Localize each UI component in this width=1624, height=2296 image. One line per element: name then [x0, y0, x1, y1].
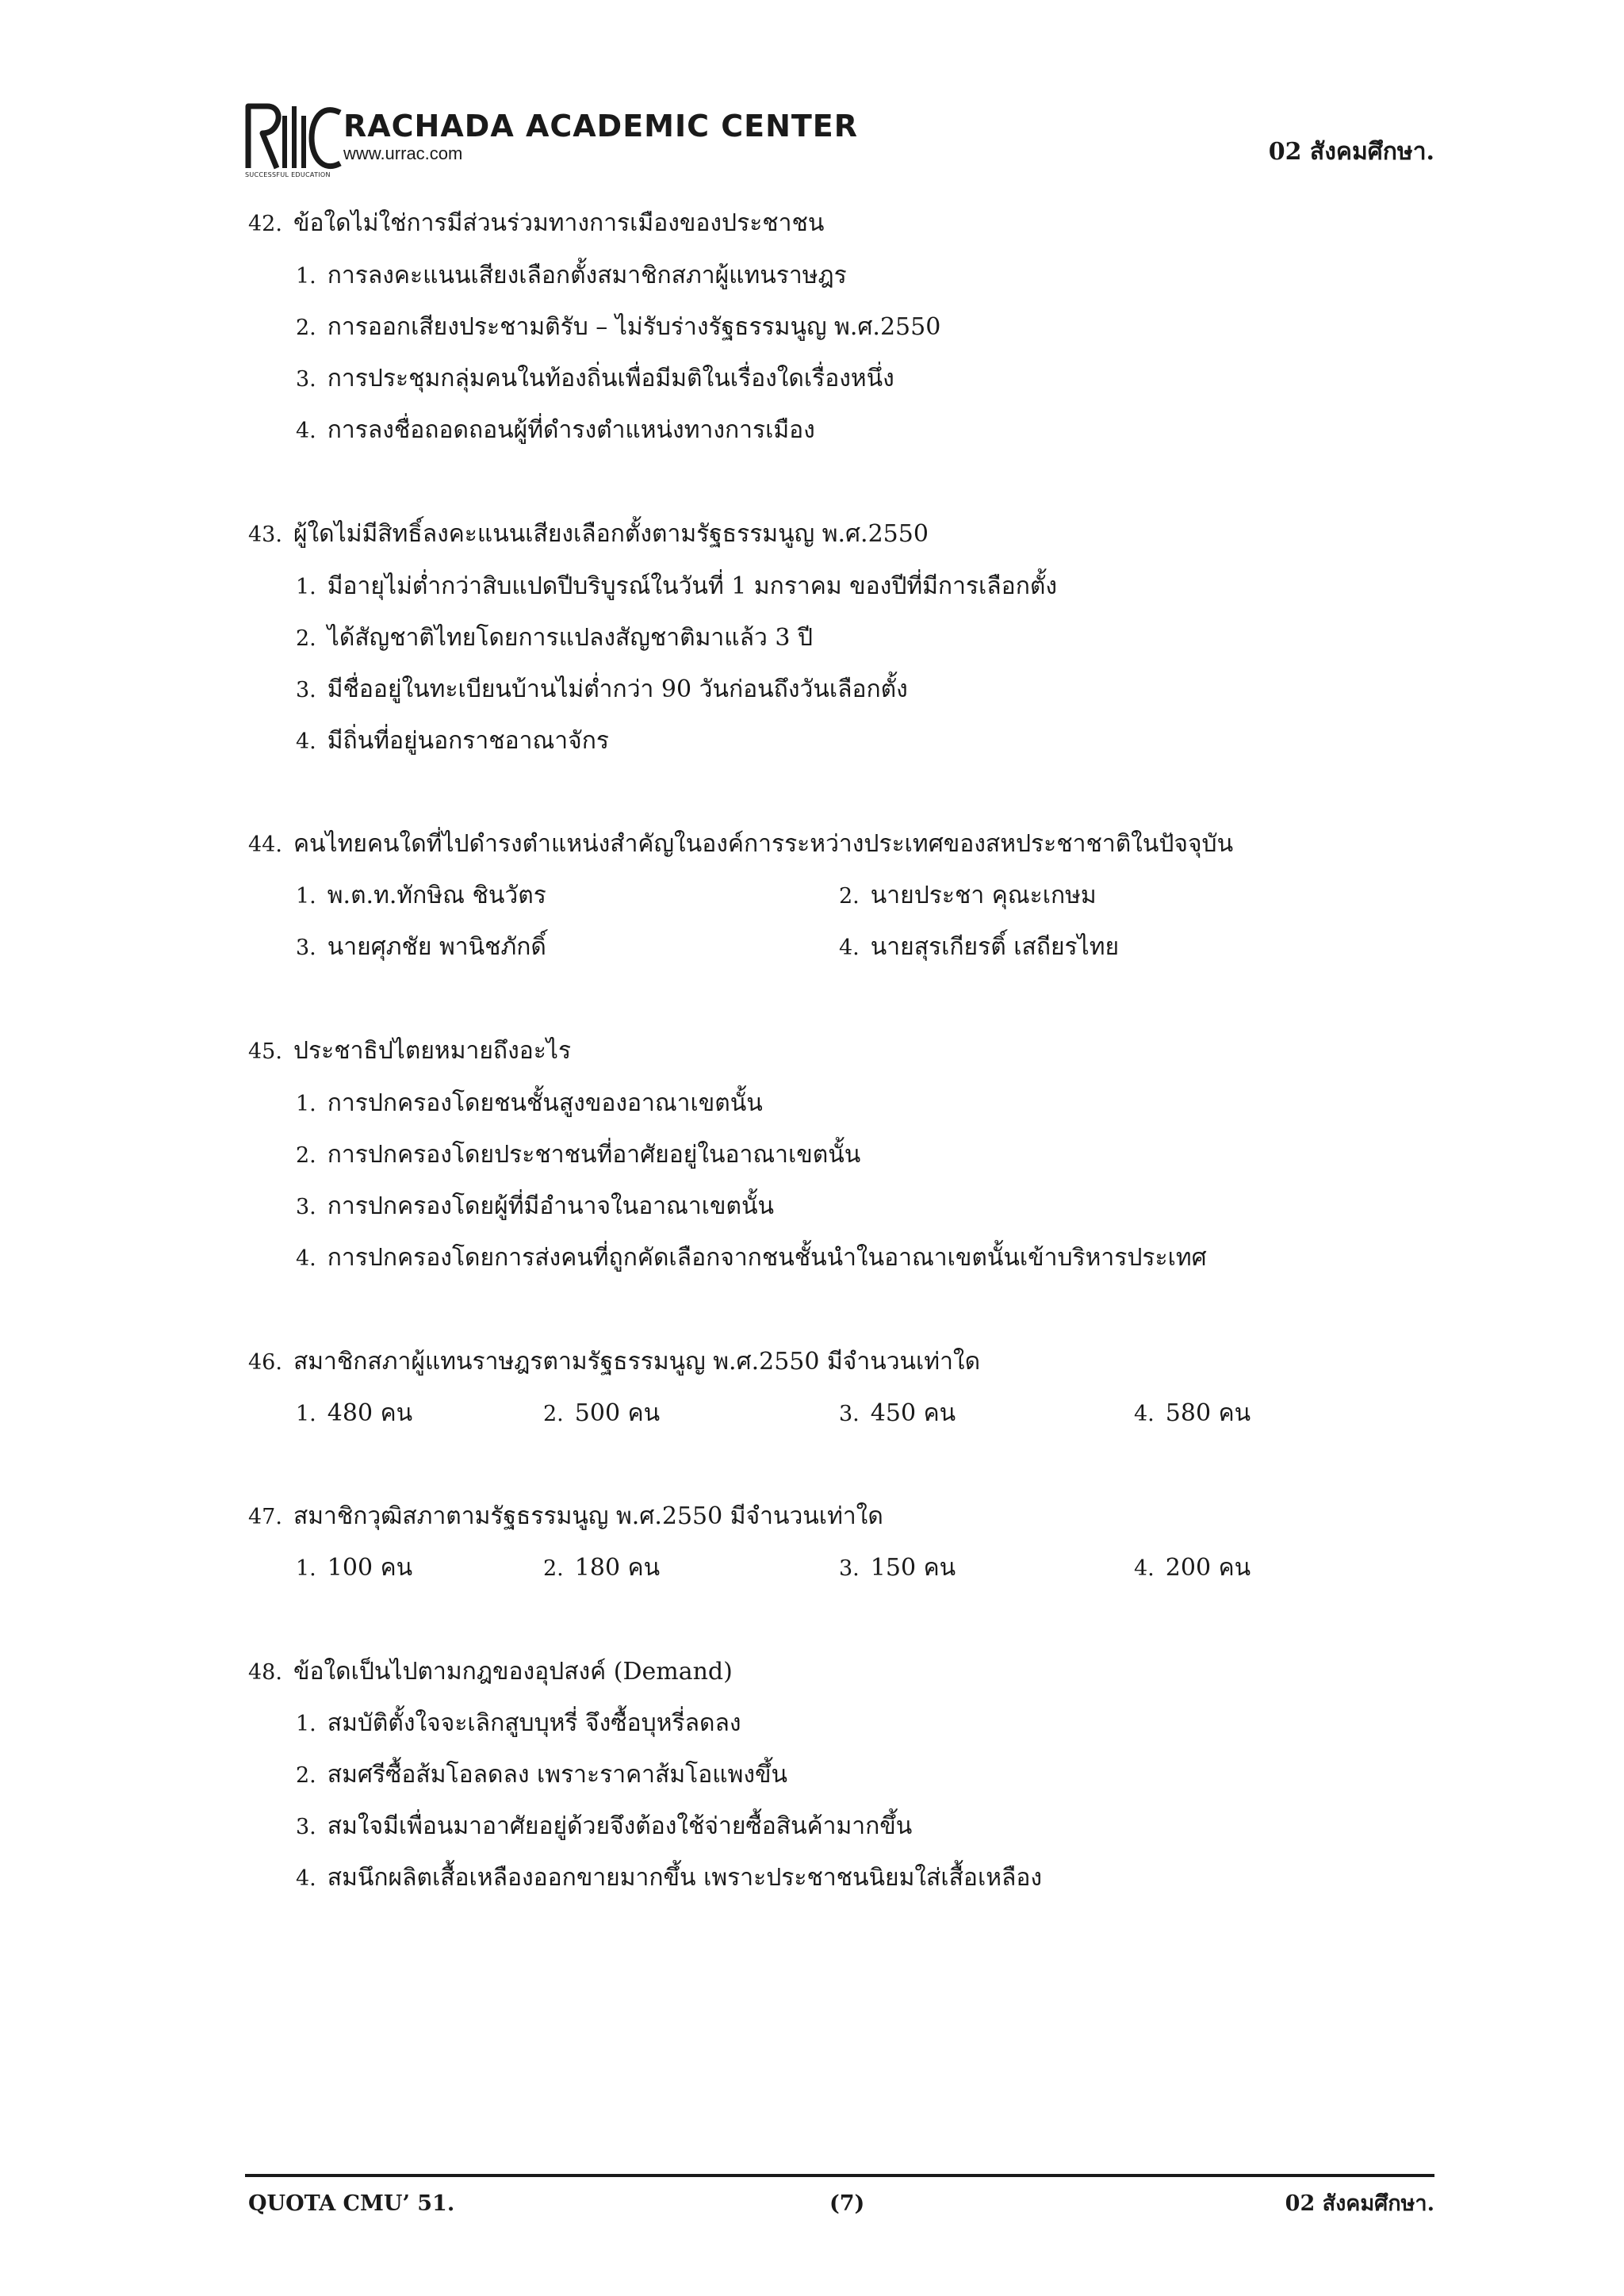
- option-46-2: [543, 1398, 660, 1430]
- brand-block: [343, 109, 858, 163]
- option-43-2: [296, 622, 813, 655]
- option-number: 3.: [839, 1556, 860, 1581]
- question-number: 47.: [248, 1505, 282, 1529]
- option-number: 2.: [839, 884, 860, 909]
- option-text: 450 คน: [870, 1399, 956, 1427]
- option-number: 1.: [296, 575, 316, 599]
- option-number: 2.: [296, 316, 316, 340]
- option-text: พ.ต.ท.ทักษิณ ชินวัตร: [327, 882, 546, 909]
- option-number: 4.: [296, 1246, 316, 1271]
- option-number: 3.: [296, 678, 316, 702]
- option-45-1: [296, 1088, 763, 1120]
- question-number: 42.: [248, 212, 282, 236]
- option-text: สมใจมีเพื่อนมาอาศัยอยู่ด้วยจึงต้องใช้จ่ายซื้อสินค้ามากขึ้น: [327, 1812, 913, 1840]
- question-text: สมาชิกสภาผู้แทนราษฎรตามรัฐธรรมนูญ พ.ศ.2550 มีจำนวนเท่าใด: [293, 1348, 981, 1376]
- option-text: 180 คน: [574, 1554, 661, 1582]
- option-number: 1.: [296, 884, 316, 909]
- option-42-1: [296, 260, 847, 293]
- question-text: ข้อใดเป็นไปตามกฎของอุปสงค์ (Demand): [293, 1658, 733, 1686]
- option-number: 2.: [543, 1402, 564, 1426]
- question-number: 46.: [248, 1350, 282, 1375]
- option-number: 1.: [296, 1712, 316, 1736]
- option-text: การปกครองโดยผู้ที่มีอำนาจในอาณาเขตนั้น: [327, 1192, 774, 1220]
- option-text: การปกครองโดยชนชั้นสูงของอาณาเขตนั้น: [327, 1089, 763, 1117]
- question-number: 43.: [248, 522, 282, 547]
- brand-tagline: SUCCESSFUL EDUCATION: [245, 171, 331, 178]
- option-number: 4.: [1134, 1556, 1155, 1581]
- option-48-2: [296, 1759, 787, 1792]
- option-number: 2.: [296, 1763, 316, 1788]
- option-number: 1.: [296, 1402, 316, 1426]
- option-text: การประชุมกลุ่มคนในท้องถิ่นเพื่อมีมติในเรื่องใดเรื่องหนึ่ง: [327, 365, 894, 392]
- option-text: นายสุรเกียรติ์ เสถียรไทย: [870, 933, 1120, 961]
- option-text: การออกเสียงประชามติรับ – ไม่รับร่างรัฐธรรมนูญ พ.ศ.2550: [327, 313, 941, 341]
- option-46-4: [1134, 1398, 1251, 1430]
- question-42: [248, 208, 824, 240]
- option-number: 4.: [1134, 1402, 1155, 1426]
- header-subject: 02 สังคมศึกษา.: [1268, 138, 1434, 166]
- brand-url: www.urrac.com: [343, 144, 463, 163]
- option-44-2: [839, 880, 1097, 913]
- option-text: สมศรีซื้อส้มโอลดลง เพราะราคาส้มโอแพงขึ้น: [327, 1761, 788, 1789]
- option-text: 500 คน: [574, 1399, 661, 1427]
- question-text: ผู้ใดไม่มีสิทธิ์ลงคะแนนเสียงเลือกตั้งตามรัฐธรรมนูญ พ.ศ.2550: [293, 520, 929, 548]
- footer-exam-name: QUOTA CMU’ 51.: [248, 2191, 455, 2216]
- question-text: คนไทยคนใดที่ไปดำรงตำแหน่งสำคัญในองค์การระหว่างประเทศของสหประชาชาติในปัจจุบัน: [293, 830, 1234, 858]
- option-text: การปกครองโดยประชาชนที่อาศัยอยู่ในอาณาเขตนั้น: [327, 1141, 861, 1169]
- option-number: 2.: [296, 1143, 316, 1168]
- option-43-1: [296, 571, 1057, 603]
- page-header: [245, 101, 1434, 189]
- question-48: [248, 1656, 733, 1689]
- option-44-4: [839, 932, 1119, 964]
- option-47-2: [543, 1552, 660, 1585]
- option-47-3: [839, 1552, 956, 1585]
- option-45-3: [296, 1191, 774, 1223]
- option-42-3: [296, 363, 894, 396]
- question-45: [248, 1035, 571, 1068]
- option-number: 3.: [296, 1195, 316, 1219]
- question-number: 48.: [248, 1660, 282, 1685]
- question-46: [248, 1346, 980, 1379]
- option-number: 3.: [839, 1402, 860, 1426]
- option-number: 3.: [296, 367, 316, 392]
- question-number: 44.: [248, 832, 282, 857]
- option-number: 3.: [296, 936, 316, 960]
- option-text: การลงคะแนนเสียงเลือกตั้งสมาชิกสภาผู้แทนราษฎร: [327, 262, 847, 289]
- option-number: 3.: [296, 1815, 316, 1839]
- option-45-4: [296, 1242, 1207, 1275]
- option-number: 1.: [296, 1556, 316, 1581]
- question-text: ข้อใดไม่ใช่การมีส่วนร่วมทางการเมืองของประชาชน: [293, 209, 825, 237]
- option-45-2: [296, 1139, 860, 1172]
- option-number: 2.: [543, 1556, 564, 1581]
- question-43: [248, 519, 929, 551]
- option-48-4: [296, 1862, 1042, 1895]
- question-44: [248, 828, 1233, 861]
- option-number: 2.: [296, 626, 316, 651]
- option-text: มีอายุไม่ต่ำกว่าสิบแปดปีบริบูรณ์ในวันที่ 1 มกราคม ของปีที่มีการเลือกตั้ง: [327, 572, 1057, 600]
- footer-divider: [245, 2174, 1434, 2177]
- option-text: มีชื่ออยู่ในทะเบียนบ้านไม่ต่ำกว่า 90 วันก่อนถึงวันเลือกตั้ง: [327, 675, 908, 703]
- option-42-4: [296, 415, 815, 447]
- option-48-3: [296, 1811, 912, 1843]
- option-text: นายประชา คุณะเกษม: [870, 882, 1097, 909]
- option-number: 4.: [296, 419, 316, 443]
- question-number: 45.: [248, 1039, 282, 1064]
- question-text: สมาชิกวุฒิสภาตามรัฐธรรมนูญ พ.ศ.2550 มีจำนวนเท่าใด: [293, 1502, 883, 1530]
- option-text: การลงชื่อถอดถอนผู้ที่ดำรงตำแหน่งทางการเมือง: [327, 416, 815, 444]
- option-47-4: [1134, 1552, 1251, 1585]
- option-text: นายศุภชัย พานิชภักดิ์: [327, 933, 546, 961]
- brand-name: RACHADA ACADEMIC CENTER: [343, 109, 859, 144]
- option-text: สมบัติตั้งใจจะเลิกสูบบุหรี่ จึงซื้อบุหรี่ลดลง: [327, 1709, 741, 1737]
- option-text: ได้สัญชาติไทยโดยการแปลงสัญชาติมาแล้ว 3 ปี: [327, 624, 813, 652]
- option-text: 200 คน: [1165, 1554, 1251, 1582]
- option-number: 4.: [296, 1866, 316, 1891]
- option-48-1: [296, 1708, 741, 1740]
- question-47: [248, 1501, 883, 1533]
- option-number: 1.: [296, 264, 316, 289]
- option-text: การปกครองโดยการส่งคนที่ถูกคัดเลือกจากชนชั้นนำในอาณาเขตนั้นเข้าบริหารประเทศ: [327, 1244, 1207, 1272]
- option-number: 4.: [839, 936, 860, 960]
- question-text: ประชาธิปไตยหมายถึงอะไร: [293, 1037, 572, 1065]
- option-number: 1.: [296, 1092, 316, 1116]
- option-text: 100 คน: [327, 1554, 413, 1582]
- option-46-1: [296, 1398, 412, 1430]
- footer-subject: 02 สังคมศึกษา.: [1285, 2191, 1434, 2216]
- option-42-2: [296, 312, 940, 344]
- option-43-3: [296, 674, 908, 706]
- option-text: 580 คน: [1165, 1399, 1251, 1427]
- option-44-3: [296, 932, 546, 964]
- option-text: 150 คน: [870, 1554, 956, 1582]
- option-text: 480 คน: [327, 1399, 413, 1427]
- option-number: 4.: [296, 729, 316, 754]
- option-44-1: [296, 880, 546, 913]
- option-text: สมนึกผลิตเสื้อเหลืองออกขายมากขึ้น เพราะประชาชนนิยมใส่เสื้อเหลือง: [327, 1864, 1043, 1892]
- option-text: มีถิ่นที่อยู่นอกราชอาณาจักร: [327, 727, 609, 755]
- option-47-1: [296, 1552, 412, 1585]
- page-number: (7): [829, 2191, 865, 2216]
- option-46-3: [839, 1398, 956, 1430]
- option-43-4: [296, 725, 609, 758]
